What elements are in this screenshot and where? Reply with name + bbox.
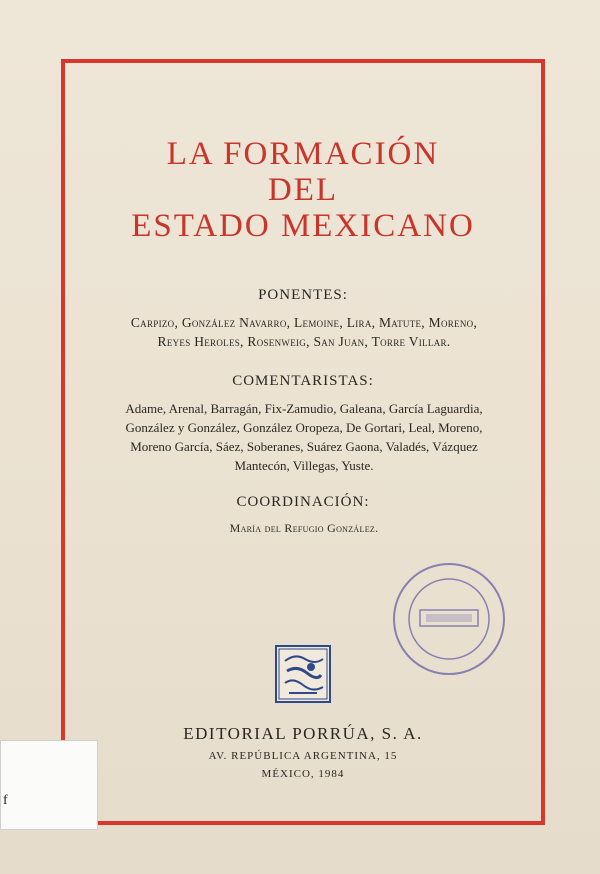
comentaristas-line-2: González y González, González Oropeza, De Gortari, Leal, Moreno, [125,420,483,435]
sticker-text: f [3,793,8,808]
book-title [61,136,545,244]
publisher-address: AV. REPÚBLICA ARGENTINA, 15 [208,750,398,762]
comentaristas-line-3: Moreno García, Sáez, Soberanes, Suárez Gaona, Valadés, Vázquez [130,439,478,454]
comentaristas-line-4: Mantecón, Villegas, Yuste. [234,458,374,473]
comentaristas-line-1: Adame, Arenal, Barragán, Fix-Zamudio, Galeana, García Laguardia, [125,401,483,416]
ponentes-line-1: Carpizo, González Navarro, Lemoine, Lira, Matute, Moreno, [130,315,478,330]
ponentes-heading: PONENTES: [258,287,348,303]
title-line-2: DEL [267,172,339,208]
title-line-3: ESTADO MEXICANO [131,208,475,244]
barcode-icon [16,742,88,824]
comentaristas-heading: COMENTARISTAS: [232,373,374,389]
publisher-logo [275,645,331,703]
publication-place-year: MÉXICO, 1984 [261,768,345,780]
title-line-1: LA FORMACIÓN [166,136,440,172]
ponentes-list [90,313,518,351]
library-stamp [390,560,508,678]
ponentes-line-2: Reyes Heroles, Rosenweig, San Juan, Torre Villar. [157,334,451,349]
coordinacion-heading: COORDINACIÓN: [236,494,370,510]
publisher-name: EDITORIAL PORRÚA, S. A. [183,724,423,743]
comentaristas-list [90,399,518,475]
coordinacion-name: María del Refugio González. [229,521,379,535]
